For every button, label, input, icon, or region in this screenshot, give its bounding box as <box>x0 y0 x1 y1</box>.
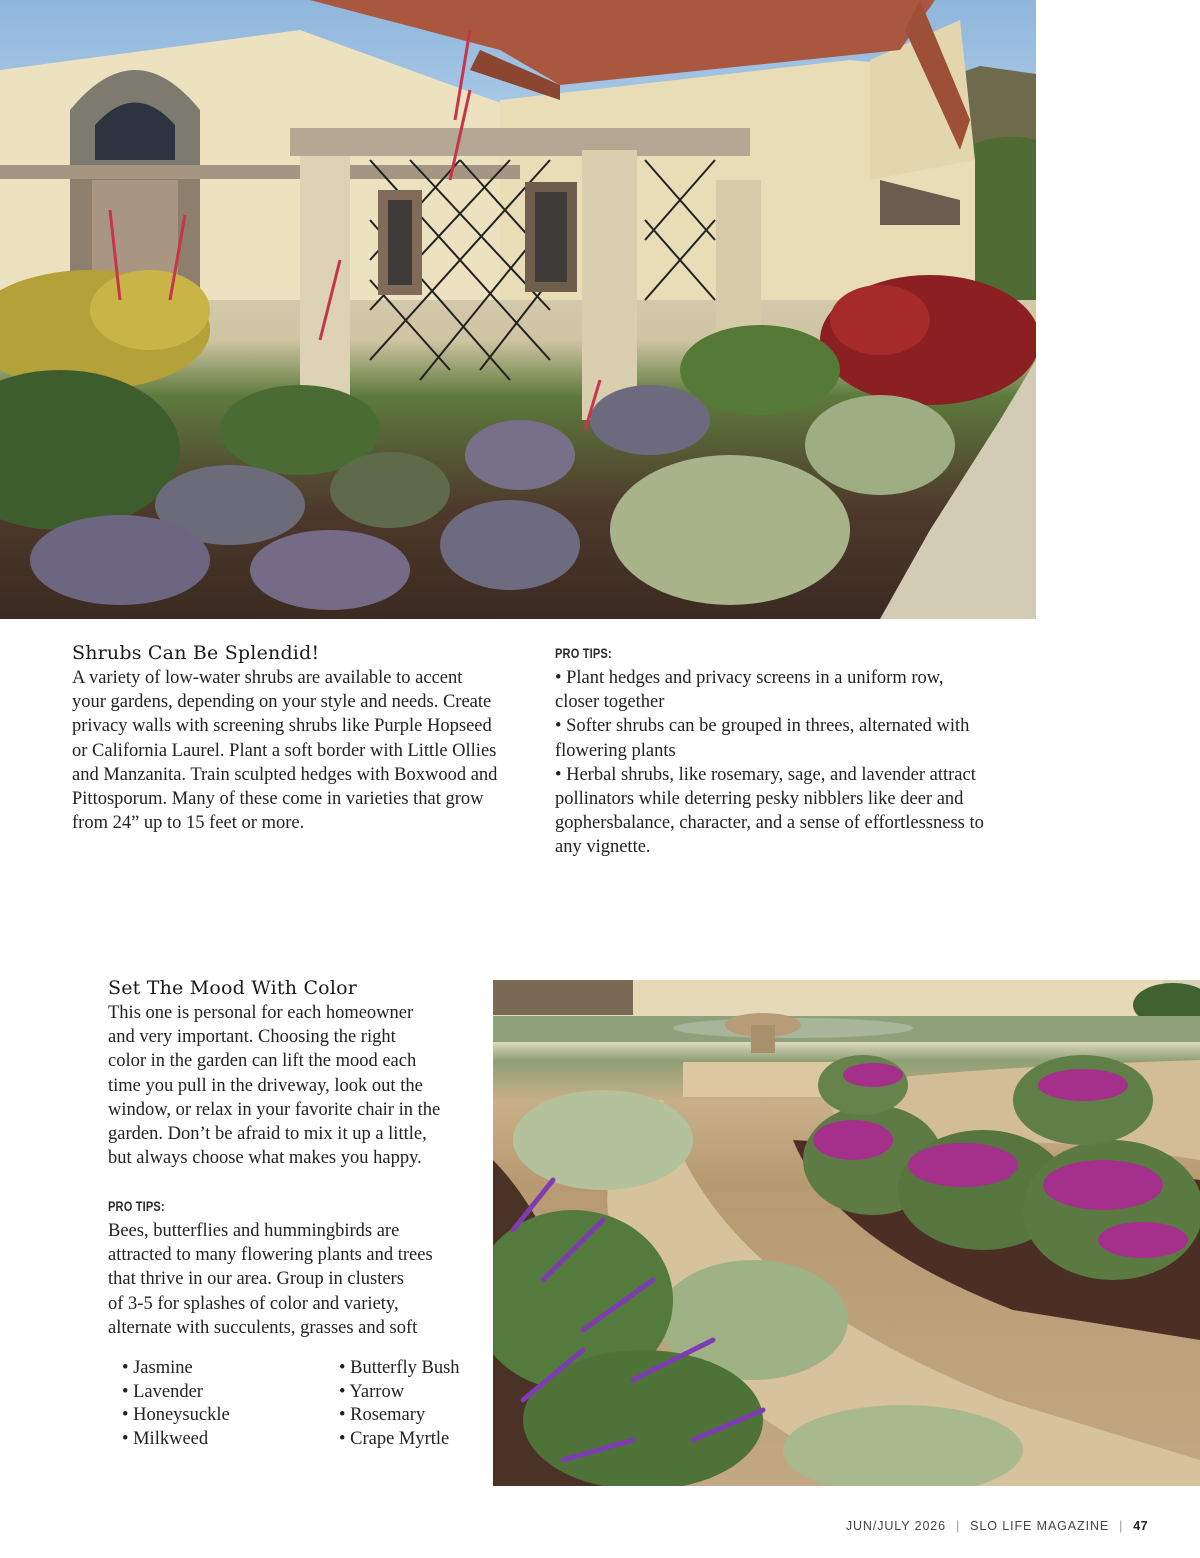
shrubs-pro-tips-list <box>555 666 984 860</box>
tip-line: any vignette. <box>555 837 651 858</box>
shrubs-line: and Manzanita. Train sculpted hedges with Boxwood and <box>72 764 498 785</box>
tip-line: closer together <box>555 692 665 713</box>
color-line: garden. Don’t be afraid to mix it up a little, <box>108 1124 427 1145</box>
garden-house-illustration <box>0 0 1036 619</box>
color-paragraph <box>108 1001 440 1170</box>
color-pro-tips-text <box>108 1219 433 1340</box>
plant-item: • Yarrow <box>339 1381 405 1402</box>
shrubs-line: Pittosporum. Many of these come in varieties that grow <box>72 789 484 810</box>
shrubs-pro-tips-label: PRO TIPS: <box>555 646 612 661</box>
shrubs-line: your gardens, depending on your style and needs. Create <box>72 692 492 713</box>
shrubs-line: privacy walls with screening shrubs like Purple Hopseed <box>72 716 492 737</box>
shrubs-paragraph <box>72 666 497 835</box>
page-number: 47 <box>1133 1519 1148 1533</box>
plant-item: • Lavender <box>122 1381 203 1402</box>
lavender-path-photo <box>493 980 1200 1486</box>
shrubs-line: A variety of low-water shrubs are available to accent <box>72 668 463 688</box>
color-line: time you pull in the driveway, look out the <box>108 1075 423 1096</box>
tip-line: • Softer shrubs can be grouped in threes, alternated with <box>555 716 970 737</box>
tip-line: pollinators while deterring pesky nibblers like deer and <box>555 789 964 810</box>
tip-line: • Herbal shrubs, like rosemary, sage, and lavender attract <box>555 764 976 785</box>
plant-item: • Jasmine <box>122 1358 193 1378</box>
color-tip-line: of 3-5 for splashes of color and variety, <box>108 1293 399 1314</box>
color-line: color in the garden can lift the mood each <box>108 1051 417 1072</box>
color-pro-tips-label: PRO TIPS: <box>108 1199 165 1214</box>
footer-separator: | <box>956 1519 961 1533</box>
color-line: This one is personal for each homeowner <box>108 1003 414 1023</box>
tip-line: flowering plants <box>555 740 676 761</box>
footer-separator: | <box>1119 1519 1124 1533</box>
footer-issue: JUN/JULY 2026 <box>845 1519 947 1533</box>
page-footer <box>846 1519 1148 1533</box>
plant-item: • Crape Myrtle <box>339 1428 450 1449</box>
plants-list-left <box>122 1357 230 1451</box>
plant-item: • Milkweed <box>122 1428 209 1449</box>
color-line: and very important. Choosing the right <box>108 1027 396 1048</box>
color-line: but always choose what makes you happy. <box>108 1148 422 1169</box>
tip-line: gophersbalance, character, and a sense of effortlessness to <box>555 813 984 834</box>
plant-item: • Rosemary <box>339 1405 426 1425</box>
shrubs-line: from 24” up to 15 feet or more. <box>72 813 305 834</box>
plants-list-right <box>339 1357 460 1451</box>
color-tip-line: attracted to many flowering plants and trees <box>108 1245 433 1266</box>
lavender-path-illustration <box>493 980 1200 1486</box>
shrubs-heading: Shrubs Can Be Splendid! <box>72 642 320 664</box>
garden-house-photo <box>0 0 1036 619</box>
color-tip-line: Bees, butterflies and hummingbirds are <box>108 1221 400 1241</box>
footer-magazine: SLO LIFE MAGAZINE <box>970 1519 1110 1533</box>
plant-item: • Honeysuckle <box>122 1405 230 1425</box>
color-tip-line: that thrive in our area. Group in clusters <box>108 1269 404 1290</box>
color-heading: Set The Mood With Color <box>108 977 358 999</box>
shrubs-line: or California Laurel. Plant a soft border with Little Ollies <box>72 740 497 761</box>
tip-line: • Plant hedges and privacy screens in a uniform row, <box>555 668 944 688</box>
color-line: window, or relax in your favorite chair in the <box>108 1099 441 1120</box>
color-tip-line: alternate with succulents, grasses and soft <box>108 1317 418 1338</box>
plant-item: • Butterfly Bush <box>339 1358 460 1378</box>
